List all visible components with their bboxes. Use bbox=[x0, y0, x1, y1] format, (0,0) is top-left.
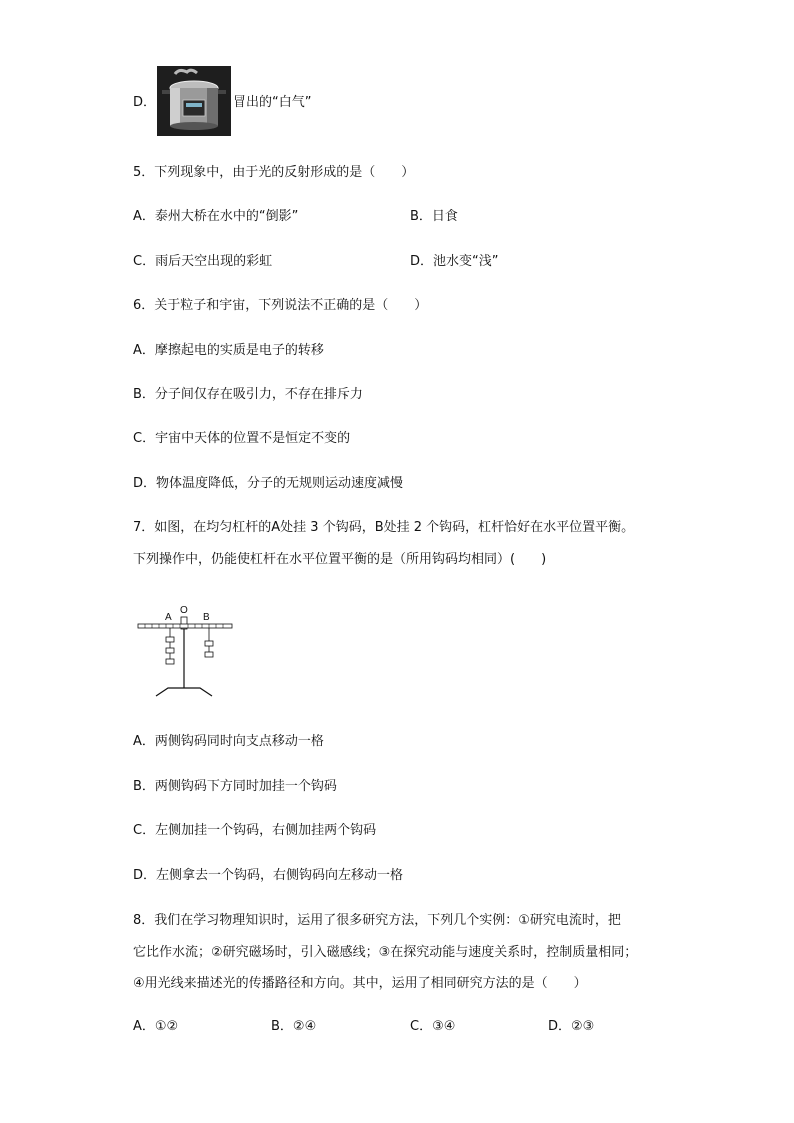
q8-option-b bbox=[271, 1018, 316, 1036]
q7-stem-line1: 7．如图，在均匀杠杆的A处挂 3 个钩码，B处挂 2 个钩码，杠杆恰好在水平位置平衡。 bbox=[133, 520, 635, 535]
q8-stem-line2: 它比作水流；②研究磁场时，引入磁感线；③在探究动能与速度关系时，控制质量相同； bbox=[133, 945, 638, 960]
option-label: B． bbox=[133, 779, 155, 794]
option-label: D． bbox=[133, 476, 157, 491]
q4-option-d bbox=[133, 94, 156, 112]
option-text: 两侧钩码同时向支点移动一格 bbox=[154, 734, 324, 749]
q7-option-a bbox=[133, 733, 324, 751]
q5-option-b bbox=[410, 208, 458, 226]
option-text: ②③ bbox=[571, 1019, 595, 1034]
option-text: 宇宙中天体的位置不是恒定不变的 bbox=[155, 431, 351, 446]
q5-option-d bbox=[410, 253, 499, 271]
q6-stem: 6．关于粒子和宇宙，下列说法不正确的是（ ） bbox=[133, 298, 428, 313]
q4-option-d-text: 冒出的“白气” bbox=[233, 95, 312, 110]
option-label: C． bbox=[133, 254, 156, 269]
option-text: 日食 bbox=[431, 209, 458, 224]
option-label: B． bbox=[410, 209, 432, 224]
q5-option-c bbox=[133, 253, 272, 271]
option-label: C． bbox=[133, 431, 156, 446]
q6-option-b bbox=[133, 386, 363, 404]
option-label: A． bbox=[133, 734, 155, 749]
option-label: D． bbox=[133, 95, 157, 110]
weights-right bbox=[205, 628, 213, 657]
q5-option-a bbox=[133, 208, 298, 226]
stand-base bbox=[156, 688, 212, 696]
q8-stem-line1: 8．我们在学习物理知识时，运用了很多研究方法，下列几个实例：①研究电流时，把 bbox=[133, 913, 621, 928]
q8-option-c bbox=[410, 1018, 455, 1036]
option-text: 两侧钩码下方同时加挂一个钩码 bbox=[154, 779, 337, 794]
option-text: 物体温度降低，分子的无规则运动速度减慢 bbox=[156, 476, 404, 491]
q8-option-d bbox=[548, 1018, 594, 1036]
pressure-cooker-icon bbox=[157, 66, 231, 136]
option-label: C． bbox=[133, 823, 156, 838]
q8-stem-line3: ④用光线来描述光的传播路径和方向。其中，运用了相同研究方法的是（ ） bbox=[133, 976, 587, 991]
q7-option-c bbox=[133, 822, 376, 840]
weights-left bbox=[166, 628, 174, 664]
option-text: ①② bbox=[154, 1019, 179, 1034]
option-label: B． bbox=[133, 387, 155, 402]
option-text: 左侧拿去一个钩码，右侧钩码向左移动一格 bbox=[156, 868, 404, 883]
option-label: A． bbox=[133, 209, 155, 224]
option-label: C． bbox=[410, 1019, 433, 1034]
q6-option-c bbox=[133, 430, 350, 448]
label-o: O bbox=[180, 605, 188, 616]
option-text: 雨后天空出现的彩虹 bbox=[155, 254, 273, 269]
lever-diagram bbox=[134, 600, 240, 700]
q7-option-d bbox=[133, 867, 403, 885]
label-a: A bbox=[165, 612, 172, 623]
option-text: 池水变“浅” bbox=[433, 254, 499, 269]
option-label: D． bbox=[133, 868, 157, 883]
option-label: D． bbox=[548, 1019, 572, 1034]
option-label: A． bbox=[133, 1019, 155, 1034]
q5-stem: 5．下列现象中，由于光的反射形成的是（ ） bbox=[133, 165, 415, 180]
q8-option-a bbox=[133, 1018, 178, 1036]
option-label: A． bbox=[133, 343, 155, 358]
label-b: B bbox=[203, 612, 210, 623]
q7-option-b bbox=[133, 778, 337, 796]
option-label: B． bbox=[271, 1019, 293, 1034]
q6-option-d bbox=[133, 475, 403, 493]
option-text: 左侧加挂一个钩码，右侧加挂两个钩码 bbox=[155, 823, 377, 838]
q6-option-a bbox=[133, 342, 324, 360]
option-text: ③④ bbox=[432, 1019, 456, 1034]
option-text: ②④ bbox=[292, 1019, 317, 1034]
option-label: D． bbox=[410, 254, 434, 269]
option-text: 摩擦起电的实质是电子的转移 bbox=[154, 343, 324, 358]
q7-stem-line2: 下列操作中，仍能使杠杆在水平位置平衡的是（所用钩码均相同）( ) bbox=[133, 552, 547, 567]
option-text: 分子间仅存在吸引力，不存在排斥力 bbox=[154, 387, 363, 402]
option-text: 泰州大桥在水中的“倒影” bbox=[154, 209, 299, 224]
